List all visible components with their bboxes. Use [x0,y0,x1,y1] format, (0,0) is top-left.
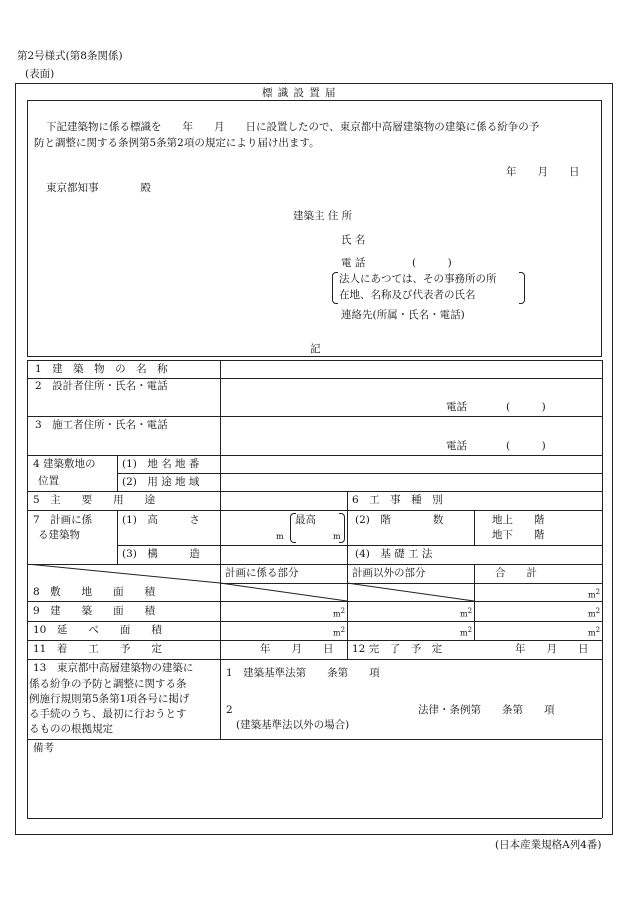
row3-label: 3 施工者住所・氏名・電話 [35,419,168,431]
row11-date: 年 月 日 [260,643,334,655]
row13-option-2-num: 2 [226,704,233,716]
row8-total-unit: m2 [588,588,601,600]
row13-option-2-law: 法律・条例第 条第 項 [418,704,555,716]
row9-plan-unit: m2 [333,607,346,619]
row9-label: 9 建 築 面 積 [33,605,156,617]
row2-label: 2 設計者住所・氏名・電話 [35,380,168,392]
row8-label: 8 敷 地 面 積 [33,586,156,598]
row6-label: 6 工 事 種 別 [352,494,443,506]
row5-label: 5 主 要 用 途 [33,494,156,506]
row1-label: 1 建 築 物 の 名 称 [35,363,168,375]
col-plan-part: 計画に係る部分 [225,567,299,579]
row2-phone-parens: ( ) [506,401,546,413]
addressee: 東京都知事 殿 [46,182,151,194]
max-height-unit: m [333,532,341,541]
row4-label: 4 建築敷地の [33,458,96,470]
row7-label: 7 計画に係 [33,514,93,526]
owner-address-label: 建築主 住 所 [293,210,353,222]
max-height-label: 最高 [295,514,316,526]
row4-label-2: 位置 [38,475,59,487]
row7-height-label: (1) 高 さ [122,514,200,526]
row7-structure-label: (3) 構 造 [122,548,200,560]
row13-line-5: るものの根拠規定 [29,723,113,735]
row13-option-2-note: (建築基準法以外の場合) [236,719,350,731]
submission-date: 年 月 日 [506,166,580,178]
row7-floors-label: (2) 階 数 [355,514,444,526]
row10-plan-unit: m2 [333,626,346,638]
row7-foundation-label: (4) 基 礎 工 法 [355,548,433,560]
contact-label: 連絡先(所属・氏名・電話) [341,309,465,321]
owner-name-label: 氏 名 [341,234,366,246]
row13-line-4: る手続のうち、最初に行おうとす [29,708,187,720]
row9-other-unit: m2 [460,607,473,619]
floors-above: 地上 階 [492,514,545,526]
row12-date: 年 月 日 [515,643,589,655]
row13-line-3: 例施行規則第5条第1項各号に掲げ [29,693,190,705]
row13-line-2: 係る紛争の予防と調整に関する条 [29,678,187,690]
col-other-part: 計画以外の部分 [352,567,426,579]
corp-note-line-2: 在地、名称及び代表者の氏名 [339,289,476,301]
floors-below: 地下 階 [492,529,545,541]
ki-label: 記 [310,343,321,355]
intro-line-1: 下記建築物に係る標識を 年 月 日に設置したので、東京都中高層建築物の建築に係る紛争の予 [46,121,540,133]
remarks-label: 備考 [33,742,54,754]
intro-line-2: 防と調整に関する条例第5条第2項の規定により届け出ます。 [34,137,320,149]
owner-phone-label: 電 話 [341,257,366,269]
corp-note-line-1: 法人にあつては、その事務所の所 [339,273,497,285]
owner-phone-parens: ( ) [412,257,452,269]
row13-line-1: 13 東京都中高層建築物の建築に [33,662,194,674]
row3-phone-label: 電話 [446,440,467,452]
row4-sub2: (2) 用 途 地 域 [122,476,200,488]
corp-note-bracket-left [332,272,338,304]
side-label: (表面) [25,68,55,80]
row7-height-unit: m [276,532,284,541]
row11-label: 11 着 工 予 定 [33,643,162,655]
col-total: 合 計 [495,567,537,579]
form-number: 第2号様式(第8条関係) [17,50,123,62]
row2-phone-label: 電話 [446,401,467,413]
row9-total-unit: m2 [588,607,601,619]
corp-note-bracket-right [519,272,525,304]
row7-label-2: る建築物 [38,529,80,541]
row4-sub1: (1) 地 名 地 番 [122,458,200,470]
row10-other-unit: m2 [460,626,473,638]
row3-phone-parens: ( ) [506,440,546,452]
form-title: 標識設置届 [262,87,341,99]
row13-option-1: 1 建築基準法第 条第 項 [226,667,380,679]
row10-label: 10 延 べ 面 積 [33,624,162,636]
footer-paper-size: (日本産業規格A列4番) [495,839,602,851]
row12-label: 12 完 了 予 定 [352,643,443,655]
row10-total-unit: m2 [588,626,601,638]
